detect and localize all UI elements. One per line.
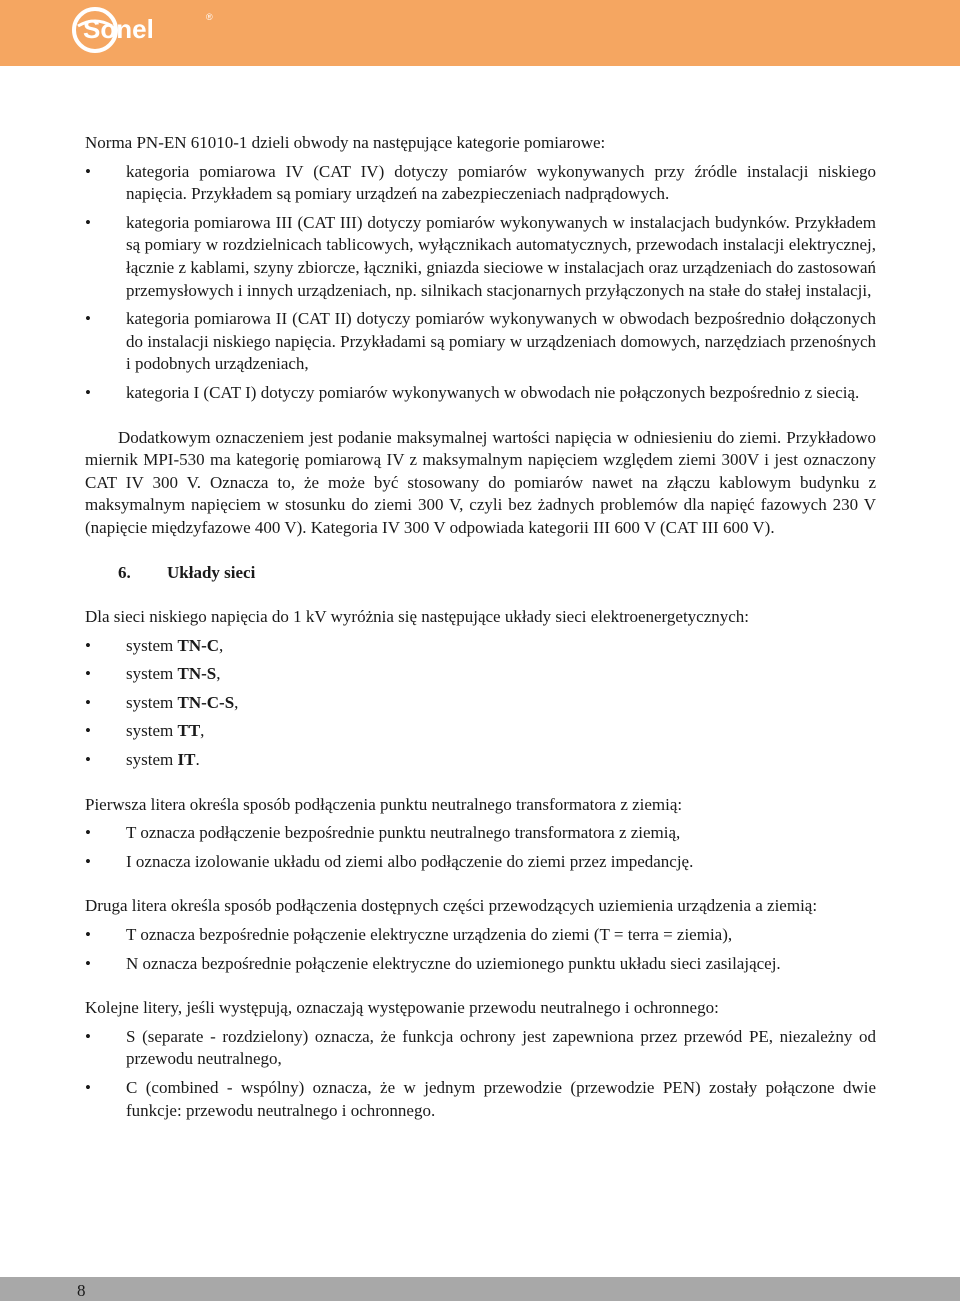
list-item: • T oznacza podłączenie bezpośrednie punktu neutralnego transformatora z ziemią, bbox=[85, 822, 876, 845]
page-number: 8 bbox=[77, 1281, 86, 1300]
list-item: • system IT. bbox=[85, 749, 876, 772]
page-content bbox=[85, 132, 876, 1128]
second-letter-intro: Druga litera określa sposób podłączenia dostępnych części przewodzących uziemienia urządzenia a ziemią: bbox=[85, 896, 818, 916]
list-item: • kategoria I (CAT I) dotyczy pomiarów wykonywanych w obwodach nie połączonych bezpośrednio z siecią. bbox=[85, 382, 876, 405]
list-item: • N oznacza bezpośrednie połączenie elektryczne do uziemionego punktu układu sieci zasilającej. bbox=[85, 953, 876, 976]
list-item: • T oznacza bezpośrednie połączenie elektryczne urządzenia do ziemi (T = terra = ziemia), bbox=[85, 924, 876, 947]
section-title: Układy sieci bbox=[167, 562, 256, 582]
list-item: • S (separate - rozdzielony) oznacza, że funkcja ochrony jest zapewniona przez przewód PE, niezależny od przewodu neutralnego, bbox=[85, 1026, 876, 1071]
next-letters-intro: Kolejne litery, jeśli występują, oznaczają występowanie przewodu neutralnego i ochronnego: bbox=[85, 998, 719, 1018]
first-letter-list bbox=[85, 822, 876, 873]
list-item: • system TT, bbox=[85, 720, 876, 743]
second-letter-list bbox=[85, 924, 876, 975]
section-number: 6. bbox=[118, 562, 131, 582]
list-item: • system TN-S, bbox=[85, 663, 876, 686]
footer-bar bbox=[0, 1277, 960, 1301]
category-list bbox=[85, 161, 876, 405]
header-bar bbox=[0, 0, 960, 66]
logo-text: Sonel bbox=[83, 14, 154, 44]
sonel-logo bbox=[70, 4, 220, 56]
next-letters-list bbox=[85, 1026, 876, 1122]
list-item: • kategoria pomiarowa III (CAT III) dotyczy pomiarów wykonywanych w instalacjach budynków. Przykładem są pomiary w rozdzielnicach tablicowych, wyłącznikach automatycznych, przewodach instalacji elektrycznej, łącznie z kablami, szyny zbiorcze, łączniki, gniazda sieciowe w instalacjach oraz urządzeniach do zastosowań przemysłowych i innych urządzeniach, np. silnikach stacjonarnych przyłączonych na stałe do stałej instalacji, bbox=[85, 212, 876, 302]
list-item: • system TN-C, bbox=[85, 635, 876, 658]
first-letter-intro: Pierwsza litera określa sposób podłączenia punktu neutralnego transformatora z ziemią: bbox=[85, 794, 683, 814]
additional-marking-paragraph: Dodatkowym oznaczeniem jest podanie maksymalnej wartości napięcia w odniesieniu do ziemi. Przykładowo miernik MPI-530 ma kategorię pomiarową IV z maksymalnym napięciem względem ziemi 300V i jest oznaczony CAT IV 300 V. Oznacza to, że może być stosowany do pomiarów nawet na złączu kablowym budynku z maksymalnym napięciem w stosunku do ziemi 300 V, czyli bez żadnych problemów dla napięć fazowych 230 V (napięcie międzyfazowe 400 V). Kategoria IV 300 V odpowiada kategorii III 600 V (CAT III 600 V). bbox=[85, 427, 876, 537]
networks-intro: Dla sieci niskiego napięcia do 1 kV wyróżnia się następujące układy sieci elektroenergetycznych: bbox=[85, 607, 750, 627]
list-item: • I oznacza izolowanie układu od ziemi albo podłączenie do ziemi przez impedancję. bbox=[85, 851, 876, 874]
list-item: • system TN-C-S, bbox=[85, 692, 876, 715]
logo-registered-mark: ® bbox=[206, 12, 213, 22]
intro-paragraph: Norma PN-EN 61010-1 dzieli obwody na następujące kategorie pomiarowe: bbox=[85, 133, 606, 152]
section-heading bbox=[118, 562, 876, 585]
list-item: • kategoria pomiarowa IV (CAT IV) dotyczy pomiarów wykonywanych przy źródle instalacji niskiego napięcia. Przykładem są pomiary urządzeń na zabezpieczeniach nadprądowych. bbox=[85, 161, 876, 206]
network-list bbox=[85, 635, 876, 772]
list-item: • kategoria pomiarowa II (CAT II) dotyczy pomiarów wykonywanych w obwodach bezpośrednio dołączonych do instalacji niskiego napięcia. Przykładami są pomiary w urządzeniach domowych, narzędziach przenośnych i podobnych urządzeniach, bbox=[85, 308, 876, 376]
list-item: • C (combined - wspólny) oznacza, że w jednym przewodzie (przewodzie PEN) zostały połączone dwie funkcje: przewodu neutralnego i ochronnego. bbox=[85, 1077, 876, 1122]
